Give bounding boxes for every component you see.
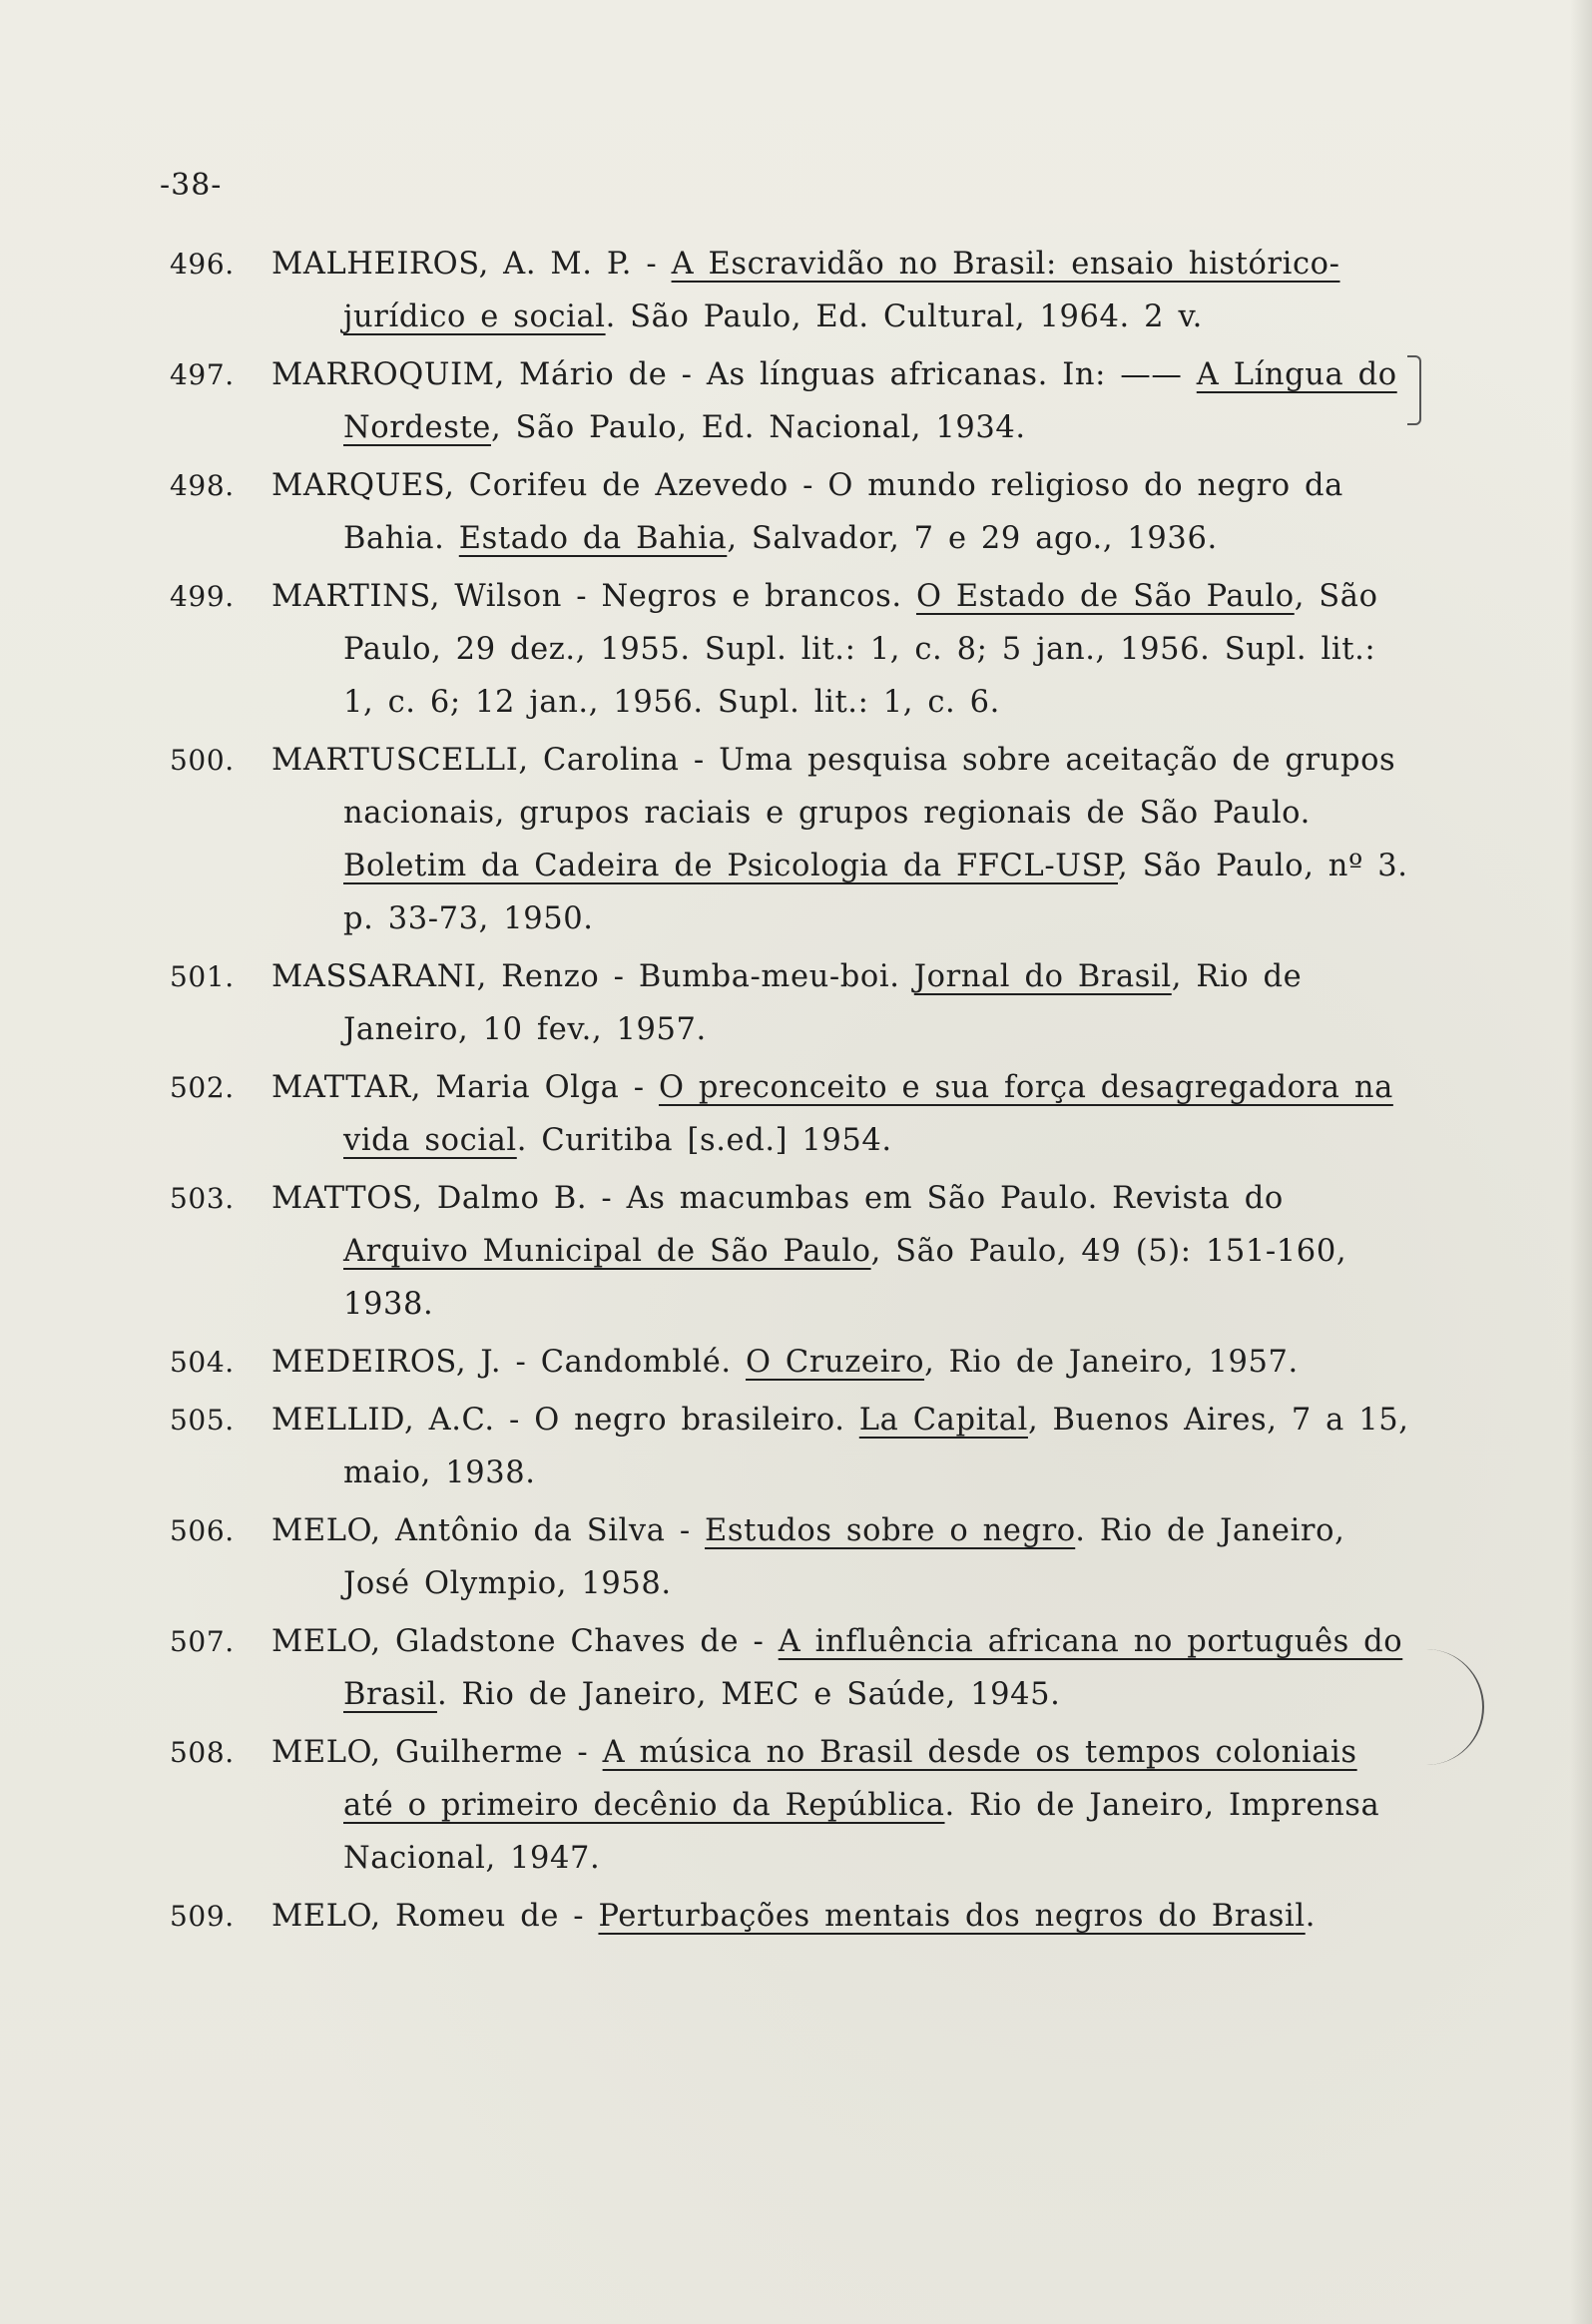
entry-separator: -: [501, 1345, 541, 1380]
entry-author: MARROQUIM, Mário de: [271, 357, 668, 392]
entry-author: MELO, Romeu de: [271, 1899, 559, 1934]
bibliography-entry: [170, 1336, 1417, 1389]
entry-title: Uma pesquisa sobre aceitação de grupos nacionais, grupos raciais e grupos regionais de São Paulo.: [343, 743, 1396, 831]
bibliography-entry: [170, 1172, 1417, 1331]
entry-number: 508.: [170, 1736, 235, 1769]
entry-source-title: La Capital: [858, 1403, 1028, 1438]
entry-author: MELLID, A.C.: [271, 1403, 495, 1438]
entry-title: A Escravidão no Brasil: ensaio histórico-jurídico e social: [343, 247, 1340, 334]
bibliography-entry: [170, 1890, 1417, 1943]
bibliography-entry: [170, 950, 1417, 1056]
entry-author: MATTAR, Maria Olga: [271, 1070, 620, 1105]
entry-number: 501.: [170, 960, 235, 993]
entry-separator: -: [558, 1899, 599, 1934]
entry-number: 503.: [170, 1182, 235, 1215]
entry-title: A música no Brasil desde os tempos coloniais até o primeiro decênio da República: [343, 1735, 1357, 1823]
bibliography-entry: [170, 459, 1417, 565]
entry-publication: . Rio de Janeiro, José Olympio, 1958.: [343, 1513, 1345, 1601]
bibliography-entry: [170, 1615, 1417, 1721]
entry-publication: , Rio de Janeiro, 10 fev., 1957.: [343, 959, 1303, 1047]
entry-separator: -: [632, 247, 672, 282]
entry-separator: -: [587, 1181, 627, 1216]
page-edge-shadow: [1570, 0, 1592, 2324]
entry-title: O mundo religioso do negro da Bahia.: [343, 468, 1343, 556]
margin-bracket-mark: [1422, 1649, 1484, 1765]
entry-title: A influência africana no português do Brasil: [343, 1624, 1403, 1712]
entry-author: MARTUSCELLI, Carolina: [271, 743, 680, 778]
bibliography-list: [170, 238, 1417, 1948]
entry-number: 509.: [170, 1900, 235, 1933]
entry-separator: -: [563, 1735, 603, 1770]
bibliography-entry: [170, 570, 1417, 729]
entry-title: Bumba-meu-boi.: [638, 959, 914, 994]
bibliography-entry: [170, 1061, 1417, 1167]
entry-number: 496.: [170, 248, 235, 281]
margin-bracket-mark: [1407, 355, 1421, 425]
entry-source-title: O Cruzeiro: [745, 1345, 925, 1380]
entry-number: 506.: [170, 1514, 235, 1547]
entry-separator: -: [665, 1513, 706, 1548]
entry-number: 504.: [170, 1346, 235, 1379]
entry-separator: -: [667, 357, 707, 392]
entry-publication: . Rio de Janeiro, MEC e Saúde, 1945.: [436, 1677, 1061, 1712]
entry-source-title: Estado da Bahia: [458, 521, 728, 556]
entry-title: As línguas africanas. In: ——: [706, 357, 1197, 392]
entry-publication: , São Paulo, Ed. Nacional, 1934.: [490, 410, 1026, 445]
bibliography-entry: [170, 348, 1417, 454]
bibliography-entry: [170, 1726, 1417, 1885]
entry-source-title: O Estado de São Paulo: [915, 579, 1295, 614]
entry-title: Negros e brancos.: [601, 579, 916, 614]
entry-author: MARQUES, Corifeu de Azevedo: [271, 468, 789, 503]
entry-author: MELO, Antônio da Silva: [271, 1513, 666, 1548]
entry-separator: -: [739, 1624, 779, 1659]
entry-publication: , São Paulo, 29 dez., 1955. Supl. lit.: 1, c. 8; 5 jan., 1956. Supl. lit.: 1, c. 6; 12 jan., 1956. Supl. lit.: 1, c. 6.: [343, 579, 1378, 720]
entry-author: MELO, Guilherme: [271, 1735, 564, 1770]
entry-title: Estudos sobre o negro: [705, 1513, 1076, 1548]
bibliography-entry: [170, 238, 1417, 343]
entry-separator: -: [599, 959, 639, 994]
entry-separator: -: [561, 579, 602, 614]
bibliography-entry: [170, 1394, 1417, 1499]
entry-author: MASSARANI, Renzo: [271, 959, 600, 994]
page-number: -38-: [160, 168, 223, 203]
entry-author: MARTINS, Wilson: [271, 579, 562, 614]
entry-publication: , Rio de Janeiro, 1957.: [924, 1345, 1299, 1380]
entry-publication: , São Paulo, 49 (5): 151-160, 1938.: [343, 1234, 1347, 1322]
entry-number: 499.: [170, 580, 235, 613]
entry-author: MEDEIROS, J.: [271, 1345, 502, 1380]
entry-title: O negro brasileiro.: [534, 1403, 859, 1438]
entry-title: O preconceito e sua força desagregadora na vida social: [343, 1070, 1393, 1158]
entry-source-title: A Língua do Nordeste: [343, 357, 1397, 445]
entry-publication: , São Paulo, nº 3. p. 33-73, 1950.: [343, 849, 1408, 936]
entry-separator: -: [494, 1403, 535, 1438]
entry-separator: -: [788, 468, 828, 503]
entry-author: MATTOS, Dalmo B.: [271, 1181, 588, 1216]
entry-author: MELO, Gladstone Chaves de: [271, 1624, 740, 1659]
entry-publication: . Rio de Janeiro, Imprensa Nacional, 1947.: [343, 1788, 1380, 1876]
entry-title: Perturbações mentais dos negros do Brasil: [598, 1899, 1306, 1934]
entry-number: 498.: [170, 469, 235, 502]
entry-separator: -: [619, 1070, 659, 1105]
entry-publication: . Curitiba [s.ed.] 1954.: [516, 1123, 892, 1158]
entry-number: 497.: [170, 358, 235, 391]
entry-publication: , Salvador, 7 e 29 ago., 1936.: [727, 521, 1218, 556]
entry-publication: , Buenos Aires, 7 a 15, maio, 1938.: [343, 1403, 1409, 1490]
entry-author: MALHEIROS, A. M. P.: [271, 247, 633, 282]
entry-title: As macumbas em São Paulo. Revista do: [626, 1181, 1284, 1216]
entry-source-title: Arquivo Municipal de São Paulo: [343, 1234, 871, 1269]
entry-number: 500.: [170, 744, 235, 777]
bibliography-entry: [170, 734, 1417, 945]
entry-title: Candomblé.: [540, 1345, 746, 1380]
entry-source-title: Jornal do Brasil: [913, 959, 1172, 994]
entry-separator: -: [679, 743, 720, 778]
entry-publication: . São Paulo, Ed. Cultural, 1964. 2 v.: [605, 299, 1203, 334]
entry-number: 507.: [170, 1625, 235, 1658]
entry-source-title: Boletim da Cadeira de Psicologia da FFCL-USP: [343, 849, 1118, 883]
entry-number: 502.: [170, 1071, 235, 1104]
entry-number: 505.: [170, 1404, 235, 1437]
entry-publication: .: [1305, 1899, 1316, 1934]
bibliography-entry: [170, 1504, 1417, 1610]
